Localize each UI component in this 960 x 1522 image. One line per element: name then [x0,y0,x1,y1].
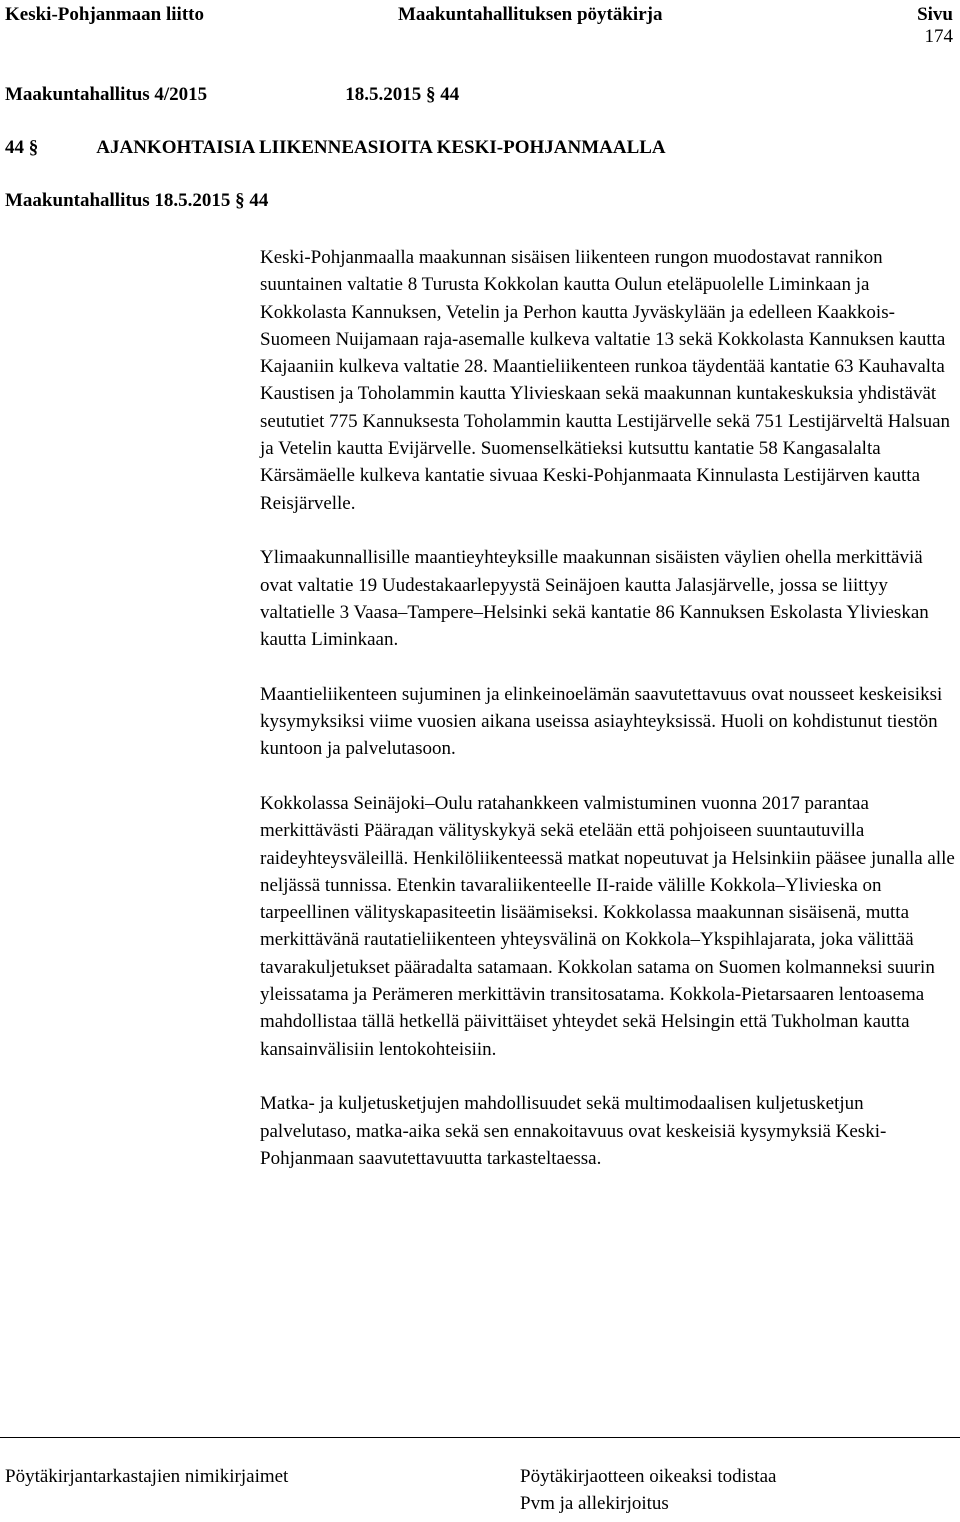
paragraph-4: Kokkolassa Seinäjoki–Oulu ratahankkeen valmistuminen vuonna 2017 parantaa merkittävästi Päärадan välityskykyä sekä etelään että pohjoiseen suuntautuvilla raideyhteysväleillä. Henkilöliikenteessä matkat nopeutuvat ja Helsinkiin pääsee junalla alle neljässä tunnissa. Etenkin tavaraliikenteelle II-raide välille Kokkola–Ylivieska on tarpeellinen välityskapasiteetin lisäämiseksi. Kokkolassa maakunnan sisäisenä, mutta merkittävänä rautatieliikenteen yhteysvälinä on Kokkola–Ykspihlajarata, joka välittää tavarakuljetukset pääradalta satamaan. Kokkolan satama on Suomen kolmanneksi suurin yleissatama ja Perämeren merkittävin transitosatama. Kokkola-Pietarsaaren lentoasema mahdollistaa tällä hetkellä päivittäiset yhteydet sekä Helsingin että Tukholman kautta kansainvälisiin lentokohteisiin. [260,792,955,1060]
document-body [260,244,955,1199]
meeting-body: Maakuntahallitus 4/2015 [5,84,208,105]
paragraph-5: Matka- ja kuljetusketjujen mahdollisuudet sekä multimodaalisen kuljetusketjun palvelutaso, matka-aika sekä sen ennakoitavuus ovat keskeisiä kysymyksiä Keski-Pohjanmaan saavutettavuutta tarkasteltaessa. [260,1093,887,1169]
page-label: Sivu [917,4,953,25]
section-title-line [5,137,666,159]
sub-line [5,190,268,212]
organization-name: Keski-Pohjanmaan liitto [5,4,204,25]
sub-section: § 44 [235,190,269,211]
section-sign: § [28,137,39,158]
paragraph-1: Keski-Pohjanmaalla maakunnan sisäisen liikenteen rungon muodostavat rannikon suuntainen valtatie 8 Turusta Kokkolan kautta Oulun eteläpuolelle Liminkaan ja Kokkolasta Kannuksen, Vetelin ja Perhon kautta Jyväskylään ja edelleen Kaakkois-Suomeen Nuijamaan raja-asemalle kulkeva valtatie 13 sekä Kokkolasta Kannuksen kautta Kajaaniin kulkeva valtatie 28. Maantieliikenteen runkoa täydentää kantatie 63 Kauhavalta Kaustisen ja Toholammin kautta Ylivieskaan sekä maakunnan kuntakeskuksia yhdistävät seututiet 775 Kannuksesta Toholammin kautta Lestijärvelle sekä 751 Lestijärveltä Halsuan ja Vetelin kautta Evijärvelle. Suomenselkätieksi kutsuttu kantatie 58 Kangasalalta Kärsämäelle kulkeva kantatie sivuaa Keski-Pohjanmaata Kinnulasta Lestijärven kautta Reisjärvelle. [260,247,951,514]
footer-divider [0,1437,960,1438]
meeting-section: § 44 [425,84,460,105]
footer-initials-label: Pöytäkirjantarkastajien nimikirjaimet [5,1466,289,1487]
section-number: 44 [5,137,24,158]
meeting-line [5,84,459,106]
footer-date-signature-label: Pvm ja allekirjoitus [520,1493,669,1514]
footer-certify-label: Pöytäkirjaotteen oikeaksi todistaa [520,1466,777,1487]
sub-body-date: Maakuntahallitus 18.5.2015 [5,190,231,211]
paragraph-2: Ylimaakunnallisille maantieyhteyksille maakunnan sisäisten väylien ohella merkittäviä ovat valtatie 19 Uudestakaarlepyystä Seinäjoen kautta Jalasjärvelle, jossa se liittyy valtatielle 3 Vaasa–Tampere–Helsinki sekä kantatie 86 Kannuksen Eskolasta Ylivieskan kautta Liminkaan. [260,547,929,651]
paragraph-3: Maantieliikenteen sujuminen ja elinkeinoelämän saavutettavuus ovat nousseet keskeisiksi kysymyksiksi viime vuosien aikana useissa asiayhteyksissä. Huoli on kohdistunut tiestön kuntoon ja palvelutasoon. [260,683,943,760]
page-number: 174 [924,26,953,47]
document-type: Maakuntahallituksen pöytäkirja [398,4,663,25]
meeting-date: 18.5.2015 [345,84,422,105]
section-title: AJANKOHTAISIA LIIKENNEASIOITA KESKI-POHJANMAALLA [96,137,666,158]
